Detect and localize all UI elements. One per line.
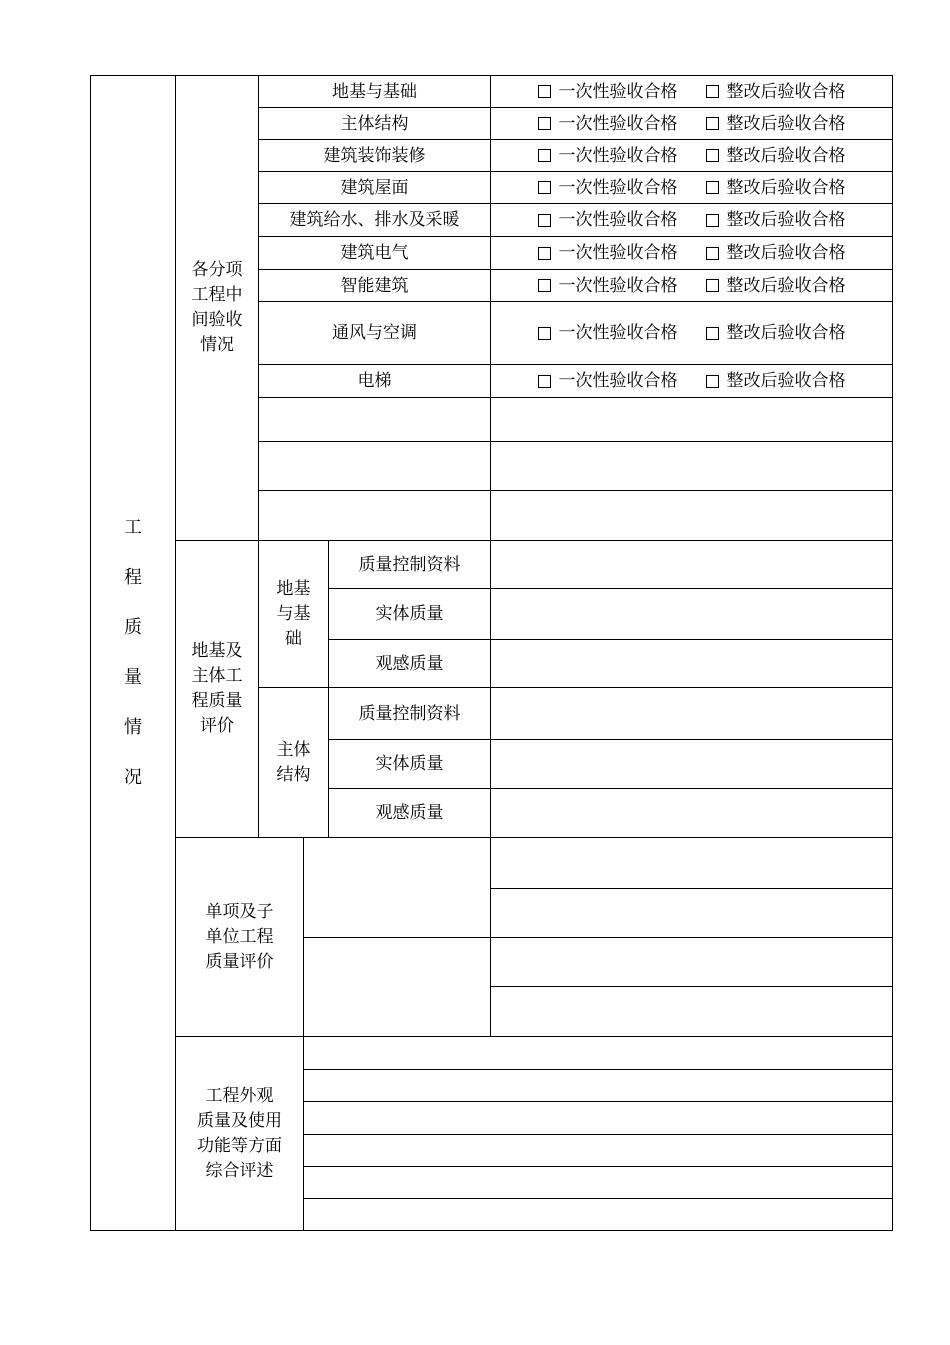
checkbox[interactable] xyxy=(706,247,719,260)
option-two-label: 整改后验收合格 xyxy=(726,210,846,230)
foundation-evaluation-label: 地基及 主体工 程质量 评价 xyxy=(175,540,259,838)
subitem-name-roof: 建筑屋面 xyxy=(258,171,491,204)
evaluation-item-label: 实体质量 xyxy=(328,739,491,789)
unit-evaluation-name[interactable] xyxy=(303,937,491,1037)
group-name-main-structure: 主体 结构 xyxy=(258,687,329,838)
checkbox[interactable] xyxy=(706,327,719,340)
option-one-label: 一次性验收合格 xyxy=(558,145,678,166)
option-one-label: 一次性验收合格 xyxy=(558,113,678,134)
option-one-label: 一次性验收合格 xyxy=(558,81,678,102)
group-name-foundation: 地基 与基 础 xyxy=(258,540,329,688)
evaluation-value[interactable] xyxy=(490,788,893,838)
checkbox[interactable] xyxy=(538,85,551,98)
option-two-label: 整改后验收合格 xyxy=(726,371,846,391)
subitem-options-row xyxy=(490,364,893,398)
checkbox[interactable] xyxy=(706,375,719,388)
checkbox[interactable] xyxy=(538,117,551,130)
option-two-label: 整改后验收合格 xyxy=(726,177,846,198)
option-two-label: 整改后验收合格 xyxy=(726,323,846,343)
evaluation-value[interactable] xyxy=(490,588,893,640)
subitem-name-plumbing: 建筑给水、排水及采暖 xyxy=(258,203,491,237)
unit-evaluation-value[interactable] xyxy=(490,986,893,1037)
option-one-label: 一次性验收合格 xyxy=(558,210,678,230)
subitem-value-blank[interactable] xyxy=(490,490,893,541)
unit-evaluation-name[interactable] xyxy=(303,837,491,938)
subitem-name-elevator: 电梯 xyxy=(258,364,491,398)
subitem-name-blank xyxy=(258,397,491,442)
subitem-options-row xyxy=(490,301,893,365)
subitem-options-row xyxy=(490,139,893,172)
checkbox[interactable] xyxy=(706,181,719,194)
checkbox[interactable] xyxy=(706,117,719,130)
subitem-name-blank xyxy=(258,490,491,541)
review-line[interactable] xyxy=(303,1036,893,1070)
subitem-options-row xyxy=(490,171,893,204)
review-line[interactable] xyxy=(303,1069,893,1102)
option-two-label: 整改后验收合格 xyxy=(726,113,846,134)
review-line[interactable] xyxy=(303,1101,893,1135)
checkbox[interactable] xyxy=(538,375,551,388)
checkbox[interactable] xyxy=(706,214,719,227)
evaluation-item-label: 观感质量 xyxy=(328,639,491,688)
checkbox[interactable] xyxy=(706,149,719,162)
subitem-options-row xyxy=(490,107,893,140)
subitem-name-main-structure: 主体结构 xyxy=(258,107,491,140)
evaluation-value[interactable] xyxy=(490,540,893,589)
unit-evaluation-value[interactable] xyxy=(490,837,893,889)
option-one-label: 一次性验收合格 xyxy=(558,371,678,391)
unit-evaluation-label: 单项及子 单位工程 质量评价 xyxy=(175,837,304,1037)
review-line[interactable] xyxy=(303,1166,893,1199)
review-line[interactable] xyxy=(303,1198,893,1231)
option-two-label: 整改后验收合格 xyxy=(726,145,846,166)
checkbox[interactable] xyxy=(706,279,719,292)
evaluation-item-label: 实体质量 xyxy=(328,588,491,640)
subitem-acceptance-label: 各分项 工程中 间验收 情况 xyxy=(175,75,259,541)
subitem-options-row xyxy=(490,269,893,302)
subitem-name-blank xyxy=(258,441,491,491)
appearance-review-label: 工程外观 质量及使用 功能等方面 综合评述 xyxy=(175,1036,304,1231)
option-one-label: 一次性验收合格 xyxy=(558,243,678,263)
subitem-options-row xyxy=(490,75,893,108)
option-two-label: 整改后验收合格 xyxy=(726,81,846,102)
option-one-label: 一次性验收合格 xyxy=(558,177,678,198)
checkbox[interactable] xyxy=(538,149,551,162)
checkbox[interactable] xyxy=(538,279,551,292)
subitem-name-foundation: 地基与基础 xyxy=(258,75,491,108)
unit-evaluation-value[interactable] xyxy=(490,937,893,987)
subitem-value-blank[interactable] xyxy=(490,441,893,491)
subitem-options-row xyxy=(490,236,893,270)
evaluation-value[interactable] xyxy=(490,639,893,688)
option-one-label: 一次性验收合格 xyxy=(558,323,678,343)
checkbox[interactable] xyxy=(538,181,551,194)
option-two-label: 整改后验收合格 xyxy=(726,275,846,296)
evaluation-value[interactable] xyxy=(490,739,893,789)
subitem-value-blank[interactable] xyxy=(490,397,893,442)
evaluation-item-label: 质量控制资料 xyxy=(328,540,491,589)
checkbox[interactable] xyxy=(538,214,551,227)
unit-evaluation-value[interactable] xyxy=(490,888,893,938)
checkbox[interactable] xyxy=(538,327,551,340)
section-title: 工 程 质 量 情 况 xyxy=(90,75,176,1231)
subitem-name-decoration: 建筑装饰装修 xyxy=(258,139,491,172)
subitem-name-intelligent: 智能建筑 xyxy=(258,269,491,302)
evaluation-value[interactable] xyxy=(490,687,893,740)
subitem-options-row xyxy=(490,203,893,237)
review-line[interactable] xyxy=(303,1134,893,1167)
checkbox[interactable] xyxy=(538,247,551,260)
subitem-name-hvac: 通风与空调 xyxy=(258,301,491,365)
checkbox[interactable] xyxy=(706,85,719,98)
option-one-label: 一次性验收合格 xyxy=(558,275,678,296)
option-two-label: 整改后验收合格 xyxy=(726,243,846,263)
subitem-name-electrical: 建筑电气 xyxy=(258,236,491,270)
evaluation-item-label: 观感质量 xyxy=(328,788,491,838)
evaluation-item-label: 质量控制资料 xyxy=(328,687,491,740)
